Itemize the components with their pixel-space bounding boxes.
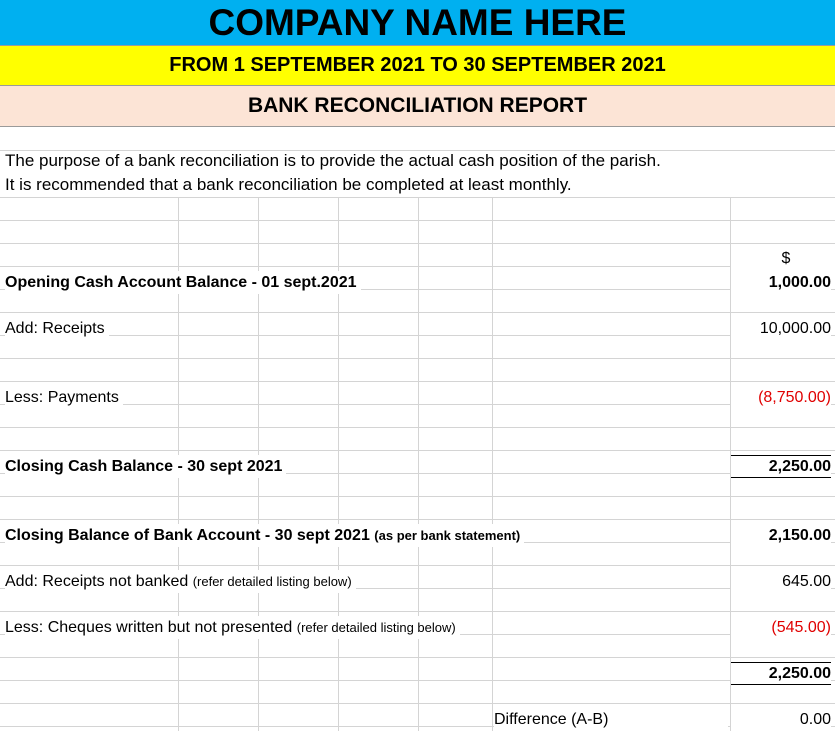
report-title-banner[interactable] [0,86,835,127]
report-title: BANK RECONCILIATION REPORT [247,94,588,117]
payments-amount: (8,750.00) [731,386,831,409]
intro-line-2: It is recommended that a bank reconciliation be completed at least monthly. [5,175,572,194]
closing-bank-label: Closing Balance of Bank Account - 30 sept 2021 [5,527,370,544]
table-row-total[interactable] [0,662,835,685]
not-presented-note: (refer detailed listing below) [296,620,456,635]
period-banner[interactable] [0,46,835,86]
difference-label: Difference (A-B) [494,711,609,728]
not-presented-cell [5,616,460,639]
closing-bank-note: (as per bank statement) [374,528,521,543]
table-row-difference[interactable] [0,708,835,731]
intro-line-1: The purpose of a bank reconciliation is to provide the actual cash position of the parish. [5,151,661,170]
table-row-not-banked[interactable] [0,570,835,593]
closing-cash-label: Closing Cash Balance - 30 sept 2021 [5,455,286,478]
currency-row[interactable] [0,247,835,270]
not-banked-label: Add: Receipts not banked [5,573,189,590]
not-presented-amount: (545.00) [731,616,831,639]
not-banked-cell [5,570,356,593]
closing-bank-amount: 2,150.00 [731,524,831,547]
opening-balance-amount: 1,000.00 [731,271,831,294]
receipts-label: Add: Receipts [5,317,109,340]
closing-bank-cell [5,524,524,547]
currency-symbol: $ [731,247,835,270]
company-name: COMPANY NAME HERE [208,1,627,43]
not-presented-label: Less: Cheques written but not presented [5,619,293,636]
company-name-banner[interactable] [0,0,835,46]
table-row-closing-bank[interactable] [0,524,835,547]
report-period: FROM 1 SEPTEMBER 2021 TO 30 SEPTEMBER 2021 [169,54,666,76]
difference-amount: 0.00 [731,708,831,731]
difference-label-cell [494,708,728,731]
table-row-receipts[interactable] [0,317,835,340]
intro-text[interactable] [0,151,835,197]
payments-label: Less: Payments [5,386,123,409]
opening-balance-label: Opening Cash Account Balance - 01 sept.2021 [5,271,361,294]
table-row-not-presented[interactable] [0,616,835,639]
receipts-amount: 10,000.00 [731,317,831,340]
reconciled-total-amount: 2,250.00 [731,662,831,685]
table-row-payments[interactable] [0,386,835,409]
empty-row[interactable] [0,127,835,151]
table-row-closing-cash[interactable] [0,455,835,478]
table-row-opening[interactable] [0,271,835,294]
not-banked-amount: 645.00 [731,570,831,593]
closing-cash-amount: 2,250.00 [731,455,831,478]
not-banked-note: (refer detailed listing below) [192,574,352,589]
